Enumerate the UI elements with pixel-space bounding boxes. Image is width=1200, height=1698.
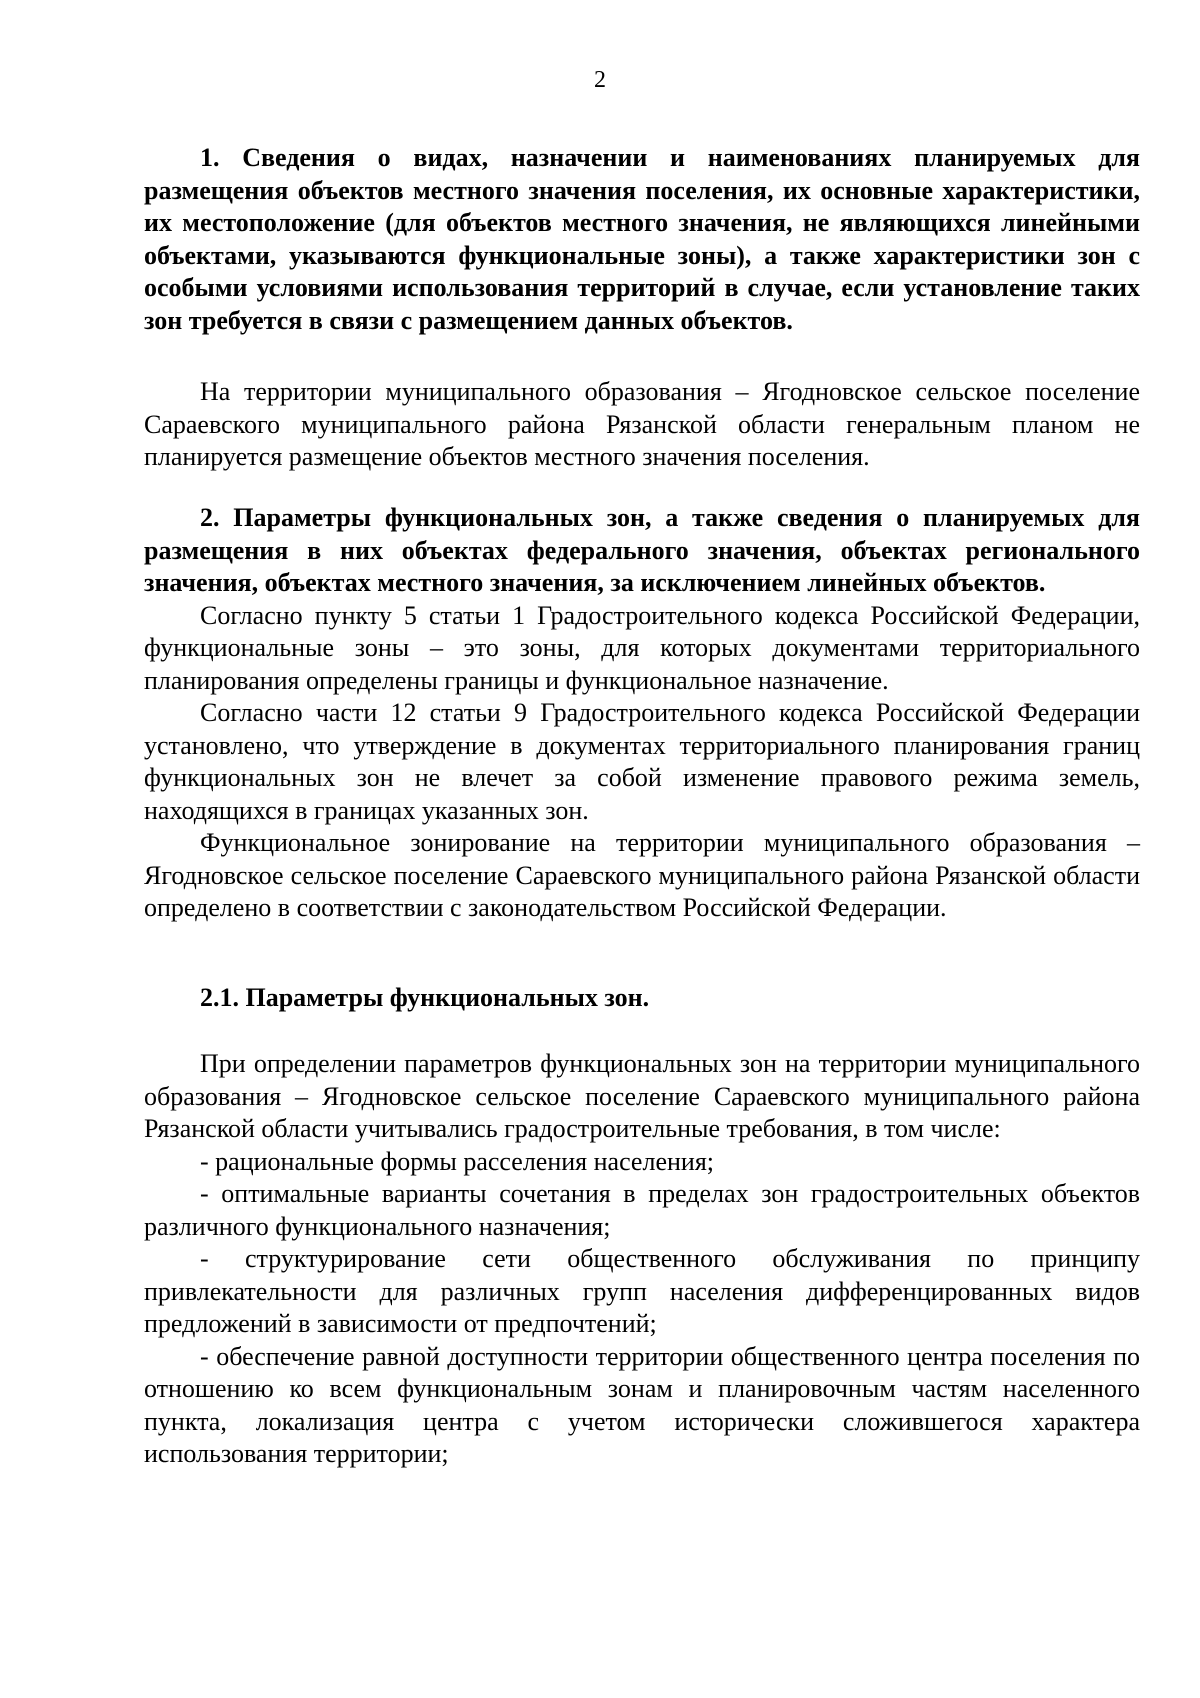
section-2-paragraph-1: Согласно пункту 5 статьи 1 Градостроительного кодекса Российской Федерации, функциональные зоны – это зоны, для которых документами территориального планирования определены границы и функциональное назначение.	[144, 600, 1140, 695]
list-item: - обеспечение равной доступности территории общественного центра поселения по отношению ко всем функциональным зонам и планировочным частям населенного пункта, локализация центра с учетом исторически сложившегося характера использования территории;	[144, 1341, 1140, 1468]
section-1	[144, 142, 1140, 337]
section-2-paragraph-2: Согласно части 12 статьи 9 Градостроительного кодекса Российской Федерации установлено, что утверждение в документах территориального планирования границ функциональных зон не влечет за собой изменение правового режима земель, находящихся в границах указанных зон.	[144, 698, 1140, 825]
list-item: - рациональные формы расселения населения;	[200, 1146, 714, 1176]
section-2	[144, 502, 1140, 925]
section-2-paragraph-3: Функциональное зонирование на территории муниципального образования – Ягодновское сельское поселение Сараевского муниципального района Рязанской области определено в соответствии с законодательством Российской Федерации.	[144, 828, 1140, 922]
section-2-1-intro: При определении параметров функциональных зон на территории муниципального образования – Ягодновское сельское поселение Сараевского муниципального района Рязанской области учитывались градостроительные требования, в том числе:	[144, 1049, 1140, 1143]
section-1-body	[144, 376, 1140, 474]
section-1-paragraph: На территории муниципального образования – Ягодновское сельское поселение Сараевского муниципального района Рязанской области генеральным планом не планируется размещение объектов местного значения поселения.	[144, 377, 1140, 471]
page-number: 2	[594, 67, 606, 93]
list-item: - оптимальные варианты сочетания в пределах зон градостроительных объектов различного функционального назначения;	[144, 1179, 1140, 1241]
list-item: - структурирование сети общественного обслуживания по принципу привлекательности для различных групп населения дифференцированных видов предложений в зависимости от предпочтений;	[144, 1244, 1140, 1338]
section-1-heading: 1. Сведения о видах, назначении и наименованиях планируемых для размещения объектов местного значения поселения, их основные характеристики, их местоположение (для объектов местного значения, не являющихся линейными объектами, указываются функциональные зоны), а также характеристики зон с особыми условиями использования территорий в случае, если установление таких зон требуется в связи с размещением данных объектов.	[144, 143, 1140, 335]
section-2-heading: 2. Параметры функциональных зон, а также сведения о планируемых для размещения в них объектах федерального значения, объектах регионального значения, объектах местного значения, за исключением линейных объектов.	[144, 503, 1140, 597]
section-2-1-heading: 2.1. Параметры функциональных зон.	[200, 983, 650, 1012]
section-2-1-body	[144, 1048, 1140, 1471]
section-2-1	[144, 982, 1140, 1015]
